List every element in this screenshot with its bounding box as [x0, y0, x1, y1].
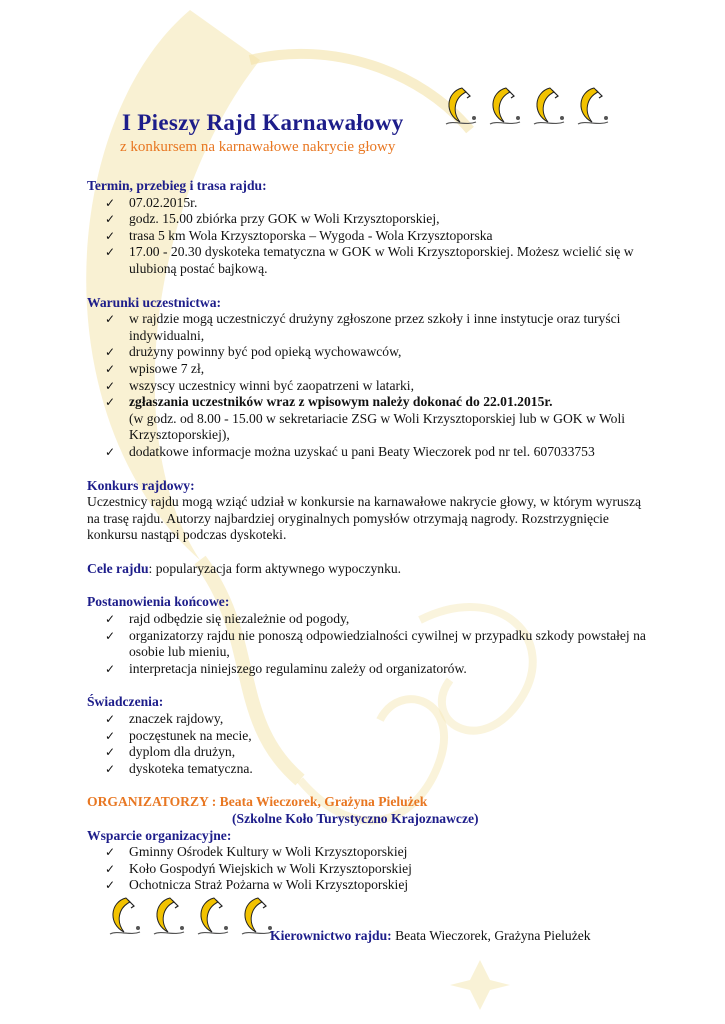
check-icon: ✓: [105, 661, 116, 676]
check-icon: ✓: [105, 612, 116, 627]
check-icon: ✓: [105, 228, 116, 243]
check-icon: ✓: [105, 245, 116, 260]
carnival-moon-icon: [440, 84, 482, 130]
list-item: ✓ godz. 15.00 zbiórka przy GOK w Woli Krzysztoporskiej,: [105, 211, 440, 227]
list-item: ✓ dodatkowe informacje można uzyskać u pani Beaty Wieczorek pod nr tel. 607033753: [105, 443, 595, 459]
page-title: I Pieszy Rajd Karnawałowy: [122, 110, 404, 135]
list-item: ✓ znaczek rajdowy,: [105, 711, 224, 727]
swiadczenia-list: [105, 711, 657, 777]
list-item: ✓ rajd odbędzie się niezależnie od pogody,: [105, 611, 350, 627]
check-icon: ✓: [105, 712, 116, 727]
warunki-list: [105, 311, 657, 460]
list-item: ✓ wpisowe 7 zł,: [105, 360, 205, 376]
check-icon: ✓: [105, 745, 116, 760]
document-body: [87, 178, 657, 894]
check-icon: ✓: [105, 345, 116, 360]
list-item: ✓ Gminny Ośrodek Kultury w Woli Krzysztoporskiej: [105, 844, 408, 860]
section-heading-warunki: Warunki uczestnictwa:: [87, 294, 222, 310]
list-item: ✓ Ochotnicza Straż Pożarna w Woli Krzysztoporskiej: [105, 877, 409, 893]
check-icon: ✓: [105, 212, 116, 227]
carnival-moon-icon: [484, 84, 526, 130]
section-heading-wsparcie: Wsparcie organizacyjne:: [87, 827, 232, 843]
section-heading-cele: Cele rajdu: [87, 560, 149, 576]
check-icon: ✓: [105, 628, 116, 643]
list-item: ✓ drużyny powinny być pod opieką wychowawców,: [105, 344, 402, 360]
list-item: ✓ organizatorzy rajdu nie ponoszą odpowiedzialności cywilnej w przypadku szkody powstałej na osobie lub mieniu,: [105, 627, 646, 660]
footer-label: Kierownictwo rajdu:: [270, 928, 392, 943]
check-icon: ✓: [105, 378, 116, 393]
section-heading-swiadczenia: Świadczenia:: [87, 694, 164, 710]
carnival-moon-icon: [572, 84, 614, 130]
termin-list: [105, 195, 657, 278]
top-decoration-row: [440, 84, 614, 130]
wsparcie-list: [105, 844, 657, 894]
list-item: ✓ zgłaszania uczestników wraz z wpisowym należy dokonać do 22.01.2015r. (w godz. od 8.00 - 15.00 w sekretariacie ZSG w Woli Krzysztoporskiej lub w GOK w Woli Krzysztoporskiej),: [105, 394, 626, 443]
check-icon: ✓: [105, 195, 116, 210]
list-item: ✓ 17.00 - 20.30 dyskoteka tematyczna w GOK w Woli Krzysztoporskiej. Możesz wcielić się w ulubioną postać bajkową.: [105, 244, 634, 276]
list-item: ✓ Koło Gospodyń Wiejskich w Woli Krzysztoporskiej: [105, 860, 412, 876]
check-icon: ✓: [105, 312, 116, 327]
carnival-moon-icon: [528, 84, 570, 130]
section-heading-termin: Termin, przebieg i trasa rajdu:: [87, 178, 267, 193]
registration-deadline: zgłaszania uczestników wraz z wpisowym należy dokonać do 22.01.2015r.: [129, 394, 553, 410]
check-icon: ✓: [105, 444, 116, 459]
konkurs-text: Uczestnicy rajdu mogą wziąć udział w konkursie na karnawałowe nakrycie głowy, w którym wyruszą na trasę rajdu. Autorzy najbardziej oryginalnych pomysłów otrzymają nagrody. Rozstrzygnięcie konkursu nastąpi podczas dyskoteki.: [87, 494, 642, 543]
section-heading-konkurs: Konkurs rajdowy:: [87, 477, 195, 493]
list-item: ✓ dyplom dla drużyn,: [105, 744, 236, 760]
check-icon: ✓: [105, 861, 116, 876]
list-item: ✓ poczęstunek na mecie,: [105, 727, 252, 743]
check-icon: ✓: [105, 845, 116, 860]
carnival-moon-icon: [148, 894, 190, 940]
organizers-line: ORGANIZATORZY : Beata Wieczorek, Grażyna Pielużek: [87, 794, 428, 810]
check-icon: ✓: [105, 761, 116, 776]
list-item: ✓ trasa 5 km Wola Krzysztoporska – Wygoda - Wola Krzysztoporska: [105, 227, 493, 243]
check-icon: ✓: [105, 728, 116, 743]
list-item: ✓ w rajdzie mogą uczestniczyć drużyny zgłoszone przez szkoły i inne instytucje oraz turyści indywidualni,: [105, 311, 621, 343]
footer-signature: [270, 928, 591, 944]
check-icon: ✓: [105, 395, 116, 410]
page-subtitle: z konkursem na karnawałowe nakrycie głowy: [120, 139, 396, 155]
list-item: ✓ 07.02.2015r.: [105, 194, 198, 210]
organizers-subline: (Szkolne Koło Turystyczno Krajoznawcze): [232, 811, 479, 826]
postanowienia-list: [105, 611, 657, 677]
list-item: ✓ dyskoteka tematyczna.: [105, 760, 253, 776]
list-item: ✓ wszyscy uczestnicy winni być zaopatrzeni w latarki,: [105, 377, 414, 393]
cele-paragraph: Cele rajdu: popularyzacja form aktywnego wypoczynku.: [87, 560, 402, 576]
list-item: ✓ interpretacja niniejszego regulaminu zależy od organizatorów.: [105, 660, 467, 676]
check-icon: ✓: [105, 878, 116, 893]
bottom-decoration-row: [104, 894, 278, 940]
carnival-moon-icon: [104, 894, 146, 940]
carnival-moon-icon: [192, 894, 234, 940]
section-heading-postanowienia: Postanowienia końcowe:: [87, 594, 230, 610]
footer-names: Beata Wieczorek, Grażyna Pielużek: [391, 928, 591, 943]
check-icon: ✓: [105, 361, 116, 376]
